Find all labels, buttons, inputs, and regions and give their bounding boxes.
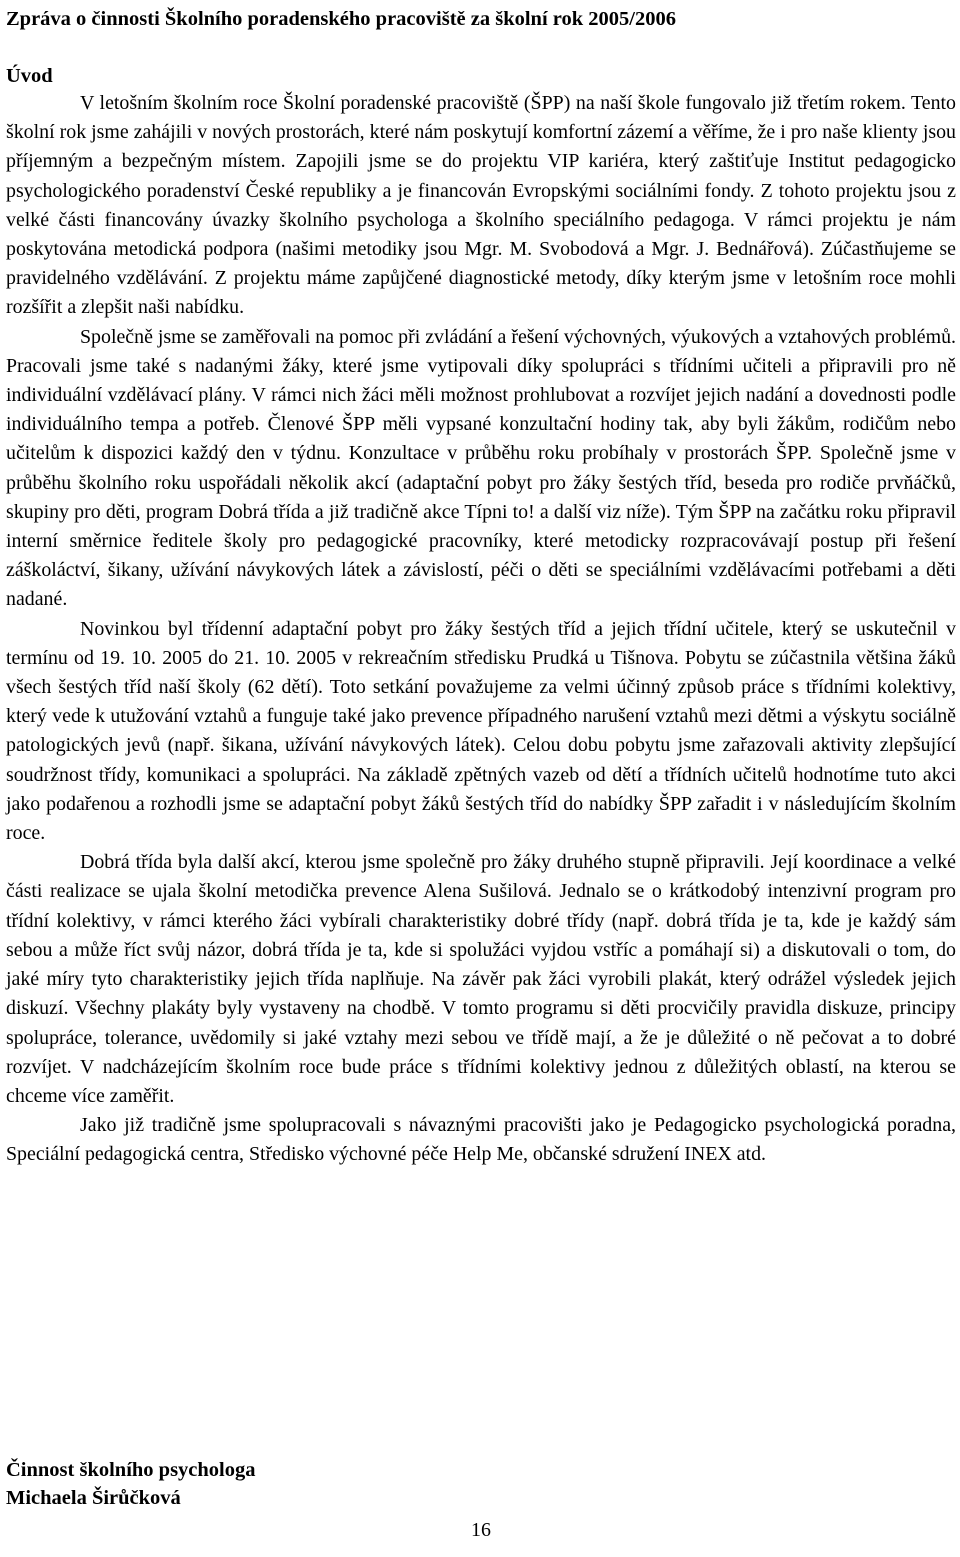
paragraph-adaptation-stay: Novinkou byl třídenní adaptační pobyt pro žáky šestých tříd a jejich třídní učitele, který se uskutečnil v termínu od 19. 10. 2005 do 21. 10. 2005 v rekreačním středisku Prudká u Tišnova. Pobytu se zúčastnila většina žáků všech šestých tříd naší školy (62 dětí). Toto setkání považujeme za velmi účinný způsob práce s třídními kolektivy, který vede k utužování vztahů a funguje také jako prevence případného narušení vztahů mezi dětmi a výskytu sociálně patologických jevů (např. šikana, užívání návykových látek). Celou dobu pobytu jsme zařazovali aktivity zlepšující soudržnost třídy, komunikaci a spolupráci. Na základě zpětných vazeb od dětí a třídních učitelů hodnotíme tuto akci jako podařenou a rozhodli jsme se adaptační pobyt žáků šestých tříd do nabídky ŠPP zařadit i v následujícím školním roce. <box>6 617 956 845</box>
body-text <box>6 89 956 1170</box>
section-author: Michaela Širůčková <box>6 1487 181 1509</box>
page-number: 16 <box>471 1519 491 1541</box>
section-heading: Činnost školního psychologa <box>6 1459 256 1481</box>
paragraph-intro: V letošním školním roce Školní poradenské pracoviště (ŠPP) na naší škole fungovalo již třetím rokem. Tento školní rok jsme zahájili v nových prostorách, které nám poskytují komfortní zázemí a věříme, že i pro naše klienty jsou příjemným a bezpečným místem. Zapojili jsme se do projektu VIP kariéra, který zaštiťuje Institut pedagogicko psychologického poradenství České republiky a je financován Evropskými sociálními fondy. Z tohoto projektu jsou z velké části financovány úvazky školního psychologa a školního speciálního pedagoga. V rámci projektu je nám poskytována metodická podpora (našimi metodiky jsou Mgr. M. Svobodová a Mgr. J. Bednářová). Zúčastňujeme se pravidelného vzdělávání. Z projektu máme zapůjčené diagnostické metody, díky kterým jsme v letošním roce mohli rozšířit a zlepšit naši nabídku. <box>6 92 956 319</box>
paragraph-cooperation: Jako již tradičně jsme spolupracovali s návaznými pracovišti jako je Pedagogicko psychologická poradna, Speciální pedagogická centra, Středisko výchovné péče Help Me, občanské sdružení INEX atd. <box>6 1114 956 1166</box>
intro-heading: Úvod <box>6 65 53 87</box>
paragraph-focus: Společně jsme se zaměřovali na pomoc při zvládání a řešení výchovných, výukových a vztahových problémů. Pracovali jsme také s nadanými žáky, které jsme vytipovali díky spolupráci s třídními učiteli a připravili pro ně individuální vzdělávací plány. V rámci nich žáci měli možnost prohlubovat a rozvíjet jejich nadání a dovednosti podle individuálního tempa a potřeb. Členové ŠPP měli vypsané konzultační hodiny tak, aby byli žákům, rodičům nebo učitelům k dispozici každý den v týdnu. Konzultace v průběhu roku probíhaly v prostorách ŠPP. Společně jsme v průběhu školního roku uspořádali několik akcí (adaptační pobyt pro žáky šestých tříd, beseda pro rodiče prvňáčků, skupiny pro děti, program Dobrá třída a již tradičně akce Típni to! a další viz níže). Tým ŠPP na začátku roku připravil interní směrnice ředitele školy pro pedagogické pracovníky, které metodicky rozpracovávají postup při řešení záškoláctví, šikany, užívání návykových látek a závislostí, péči o děti se speciálními vzdělávacími potřebami a děti nadané. <box>6 325 957 611</box>
paragraph-good-class: Dobrá třída byla další akcí, kterou jsme společně pro žáky druhého stupně připravili. Její koordinace a velké části realizace se ujala školní metodička prevence Alena Sušilová. Jednalo se o krátkodobý intenzivní program pro třídní kolektivy, v rámci kterého žáci vybírali charakteristiky dobré třídy (např. dobrá třída je ta, kde je každý sám sebou a může říct svůj názor, dobrá třída je ta, kde si spolužáci vyjdou vstříc a pomáhají si) a diskutovali o tom, do jaké míry tyto charakteristiky jejich třída naplňuje. Na závěr pak žáci vyrobili plakát, který odrážel výsledek jejich diskuzí. Všechny plakáty byly vystaveny na chodbě. V tomto programu si děti procvičily pravidla diskuze, principy spolupráce, tolerance, uvědomily si jaké vztahy mezi sebou ve třídě mají, a že je důležité o ně pečovat a to dobré rozvíjet. V nadcházejícím školním roce bude práce s třídními kolektivy jednou z důležitých oblastí, na kterou se chceme více zaměřit. <box>6 851 956 1107</box>
document-title: Zpráva o činnosti Školního poradenského pracoviště za školní rok 2005/2006 <box>6 8 676 30</box>
